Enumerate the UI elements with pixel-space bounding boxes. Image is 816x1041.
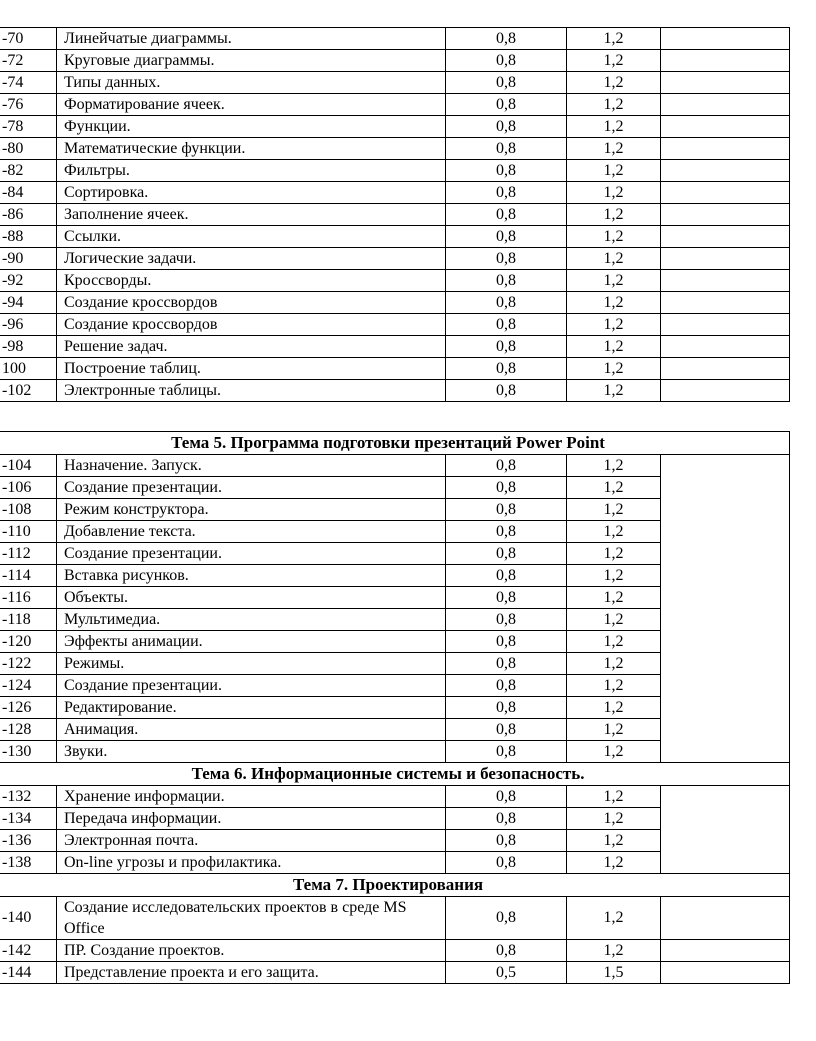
theory-hours-cell: 0,8 (446, 808, 567, 830)
lesson-title-cell: Заполнение ячеек. (57, 204, 446, 226)
practice-hours-cell: 1,2 (567, 786, 661, 808)
practice-hours-cell: 1,2 (567, 204, 661, 226)
lesson-number-cell: -72 (0, 50, 57, 72)
lesson-number-cell: -136 (0, 830, 57, 852)
notes-cell (661, 292, 790, 314)
lesson-number-cell: -126 (0, 697, 57, 719)
notes-cell (661, 962, 790, 984)
table-row (0, 204, 790, 226)
practice-hours-cell: 1,2 (567, 741, 661, 763)
practice-hours-cell: 1,5 (567, 962, 661, 984)
theory-hours-cell: 0,8 (446, 830, 567, 852)
notes-cell (661, 182, 790, 204)
lesson-number-cell: -134 (0, 808, 57, 830)
lesson-title-cell: ПР. Создание проектов. (57, 940, 446, 962)
table-row (0, 270, 790, 292)
theory-hours-cell: 0,8 (446, 182, 567, 204)
practice-hours-cell: 1,2 (567, 248, 661, 270)
theory-hours-cell: 0,8 (446, 477, 567, 499)
notes-cell (661, 50, 790, 72)
lesson-title-cell: Передача информации. (57, 808, 446, 830)
theory-hours-cell: 0,8 (446, 336, 567, 358)
theory-hours-cell: 0,8 (446, 270, 567, 292)
lesson-number-cell: -80 (0, 138, 57, 160)
topic-title: Тема 5. Программа подготовки презентаций Power Point (0, 432, 790, 455)
table-row (0, 358, 790, 380)
theory-hours-cell: 0,8 (446, 204, 567, 226)
lesson-number-cell: -94 (0, 292, 57, 314)
theory-hours-cell: 0,8 (446, 521, 567, 543)
theory-hours-cell: 0,8 (446, 94, 567, 116)
theory-hours-cell: 0,8 (446, 897, 567, 940)
practice-hours-cell: 1,2 (567, 499, 661, 521)
lesson-title-cell: Назначение. Запуск. (57, 455, 446, 477)
lesson-title-cell: Эффекты анимации. (57, 631, 446, 653)
lesson-number-cell: -76 (0, 94, 57, 116)
table-row (0, 94, 790, 116)
practice-hours-cell: 1,2 (567, 697, 661, 719)
lesson-title-cell: Электронные таблицы. (57, 380, 446, 402)
notes-cell (661, 116, 790, 138)
lesson-title-cell: Математические функции. (57, 138, 446, 160)
theory-hours-cell: 0,8 (446, 226, 567, 248)
notes-cell (661, 94, 790, 116)
practice-hours-cell: 1,2 (567, 830, 661, 852)
theory-hours-cell: 0,8 (446, 314, 567, 336)
lesson-title-cell: Функции. (57, 116, 446, 138)
lesson-number-cell: -70 (0, 28, 57, 50)
practice-hours-cell: 1,2 (567, 653, 661, 675)
theory-hours-cell: 0,8 (446, 741, 567, 763)
table-row (0, 248, 790, 270)
practice-hours-cell: 1,2 (567, 226, 661, 248)
table-row (0, 138, 790, 160)
theory-hours-cell: 0,8 (446, 940, 567, 962)
practice-hours-cell: 1,2 (567, 50, 661, 72)
notes-cell (661, 455, 790, 763)
lesson-title-cell: Хранение информации. (57, 786, 446, 808)
lesson-table-part-1 (0, 27, 790, 402)
theory-hours-cell: 0,8 (446, 786, 567, 808)
lesson-title-cell: Режим конструктора. (57, 499, 446, 521)
notes-cell (661, 138, 790, 160)
practice-hours-cell: 1,2 (567, 292, 661, 314)
lesson-number-cell: -98 (0, 336, 57, 358)
theory-hours-cell: 0,8 (446, 852, 567, 874)
lesson-title-cell: Режимы. (57, 653, 446, 675)
notes-cell (661, 226, 790, 248)
lesson-number-cell: -116 (0, 587, 57, 609)
practice-hours-cell: 1,2 (567, 270, 661, 292)
theory-hours-cell: 0,8 (446, 455, 567, 477)
lesson-number-cell: -122 (0, 653, 57, 675)
practice-hours-cell: 1,2 (567, 897, 661, 940)
lesson-number-cell: -120 (0, 631, 57, 653)
practice-hours-cell: 1,2 (567, 477, 661, 499)
theory-hours-cell: 0,8 (446, 28, 567, 50)
practice-hours-cell: 1,2 (567, 521, 661, 543)
practice-hours-cell: 1,2 (567, 94, 661, 116)
table-row (0, 72, 790, 94)
lesson-title-cell: Построение таблиц. (57, 358, 446, 380)
notes-cell (661, 28, 790, 50)
lesson-title-cell: Фильтры. (57, 160, 446, 182)
lesson-number-cell: -112 (0, 543, 57, 565)
topic-header-row (0, 763, 790, 786)
lesson-title-cell: Типы данных. (57, 72, 446, 94)
practice-hours-cell: 1,2 (567, 72, 661, 94)
lesson-table-body (0, 432, 790, 984)
lesson-title-cell: On-line угрозы и профилактика. (57, 852, 446, 874)
theory-hours-cell: 0,8 (446, 499, 567, 521)
theory-hours-cell: 0,8 (446, 587, 567, 609)
table-row (0, 336, 790, 358)
lesson-number-cell: -74 (0, 72, 57, 94)
lesson-number-cell: -128 (0, 719, 57, 741)
lesson-title-cell: Звуки. (57, 741, 446, 763)
table-row (0, 380, 790, 402)
notes-cell (661, 248, 790, 270)
practice-hours-cell: 1,2 (567, 565, 661, 587)
lesson-title-cell: Создание кроссвордов (57, 314, 446, 336)
lesson-number-cell: -82 (0, 160, 57, 182)
theory-hours-cell: 0,8 (446, 358, 567, 380)
lesson-number-cell: -118 (0, 609, 57, 631)
theory-hours-cell: 0,8 (446, 631, 567, 653)
notes-cell (661, 897, 790, 940)
practice-hours-cell: 1,2 (567, 160, 661, 182)
practice-hours-cell: 1,2 (567, 380, 661, 402)
practice-hours-cell: 1,2 (567, 314, 661, 336)
table-row (0, 28, 790, 50)
theory-hours-cell: 0,8 (446, 719, 567, 741)
theory-hours-cell: 0,8 (446, 248, 567, 270)
lesson-title-cell: Создание исследовательских проектов в среде MS Office (57, 897, 446, 940)
lesson-title-cell: Создание презентации. (57, 477, 446, 499)
notes-cell (661, 358, 790, 380)
lesson-title-cell: Создание презентации. (57, 543, 446, 565)
practice-hours-cell: 1,2 (567, 609, 661, 631)
lesson-title-cell: Создание кроссвордов (57, 292, 446, 314)
lesson-title-cell: Форматирование ячеек. (57, 94, 446, 116)
theory-hours-cell: 0,8 (446, 675, 567, 697)
practice-hours-cell: 1,2 (567, 719, 661, 741)
theory-hours-cell: 0,8 (446, 697, 567, 719)
practice-hours-cell: 1,2 (567, 940, 661, 962)
table-row (0, 940, 790, 962)
lesson-number-cell: -110 (0, 521, 57, 543)
table-row (0, 455, 790, 477)
table-row (0, 962, 790, 984)
lesson-title-cell: Логические задачи. (57, 248, 446, 270)
lesson-number-cell: -106 (0, 477, 57, 499)
notes-cell (661, 204, 790, 226)
table-row (0, 116, 790, 138)
practice-hours-cell: 1,2 (567, 675, 661, 697)
theory-hours-cell: 0,8 (446, 138, 567, 160)
lesson-number-cell: -142 (0, 940, 57, 962)
lesson-title-cell: Электронная почта. (57, 830, 446, 852)
lesson-number-cell: -104 (0, 455, 57, 477)
notes-cell (661, 380, 790, 402)
lesson-number-cell: -88 (0, 226, 57, 248)
practice-hours-cell: 1,2 (567, 138, 661, 160)
lesson-title-cell: Представление проекта и его защита. (57, 962, 446, 984)
notes-cell (661, 72, 790, 94)
notes-cell (661, 336, 790, 358)
lesson-number-cell: -108 (0, 499, 57, 521)
lesson-number-cell: -86 (0, 204, 57, 226)
theory-hours-cell: 0,8 (446, 116, 567, 138)
lesson-title-cell: Анимация. (57, 719, 446, 741)
practice-hours-cell: 1,2 (567, 543, 661, 565)
lesson-title-cell: Создание презентации. (57, 675, 446, 697)
practice-hours-cell: 1,2 (567, 631, 661, 653)
table-row (0, 182, 790, 204)
lesson-number-cell: 100 (0, 358, 57, 380)
table-row (0, 897, 790, 940)
table-row (0, 226, 790, 248)
lesson-number-cell: -114 (0, 565, 57, 587)
lesson-number-cell: -78 (0, 116, 57, 138)
notes-cell (661, 160, 790, 182)
practice-hours-cell: 1,2 (567, 336, 661, 358)
notes-cell (661, 940, 790, 962)
topic-title: Тема 7. Проектирования (0, 874, 790, 897)
theory-hours-cell: 0,8 (446, 160, 567, 182)
table-row (0, 292, 790, 314)
lesson-table-part-2 (0, 431, 790, 984)
theory-hours-cell: 0,8 (446, 609, 567, 631)
lesson-number-cell: -132 (0, 786, 57, 808)
table-row (0, 160, 790, 182)
lesson-title-cell: Мультимедиа. (57, 609, 446, 631)
table-row (0, 50, 790, 72)
lesson-table-body (0, 28, 790, 402)
lesson-title-cell: Сортировка. (57, 182, 446, 204)
theory-hours-cell: 0,8 (446, 380, 567, 402)
notes-cell (661, 786, 790, 874)
lesson-number-cell: -84 (0, 182, 57, 204)
practice-hours-cell: 1,2 (567, 587, 661, 609)
practice-hours-cell: 1,2 (567, 455, 661, 477)
lesson-number-cell: -90 (0, 248, 57, 270)
theory-hours-cell: 0,8 (446, 72, 567, 94)
practice-hours-cell: 1,2 (567, 28, 661, 50)
lesson-number-cell: -102 (0, 380, 57, 402)
lesson-title-cell: Решение задач. (57, 336, 446, 358)
lesson-number-cell: -138 (0, 852, 57, 874)
practice-hours-cell: 1,2 (567, 808, 661, 830)
notes-cell (661, 314, 790, 336)
practice-hours-cell: 1,2 (567, 182, 661, 204)
lesson-title-cell: Редактирование. (57, 697, 446, 719)
table-row (0, 786, 790, 808)
practice-hours-cell: 1,2 (567, 358, 661, 380)
lesson-title-cell: Ссылки. (57, 226, 446, 248)
theory-hours-cell: 0,8 (446, 292, 567, 314)
lesson-title-cell: Кроссворды. (57, 270, 446, 292)
practice-hours-cell: 1,2 (567, 852, 661, 874)
practice-hours-cell: 1,2 (567, 116, 661, 138)
table-row (0, 314, 790, 336)
lesson-title-cell: Добавление текста. (57, 521, 446, 543)
topic-header-row (0, 432, 790, 455)
theory-hours-cell: 0,5 (446, 962, 567, 984)
lesson-number-cell: -96 (0, 314, 57, 336)
lesson-title-cell: Линейчатые диаграммы. (57, 28, 446, 50)
notes-cell (661, 270, 790, 292)
theory-hours-cell: 0,8 (446, 653, 567, 675)
theory-hours-cell: 0,8 (446, 543, 567, 565)
topic-title: Тема 6. Информационные системы и безопасность. (0, 763, 790, 786)
lesson-title-cell: Объекты. (57, 587, 446, 609)
lesson-number-cell: -130 (0, 741, 57, 763)
lesson-number-cell: -144 (0, 962, 57, 984)
lesson-number-cell: -140 (0, 897, 57, 940)
theory-hours-cell: 0,8 (446, 50, 567, 72)
lesson-title-cell: Вставка рисунков. (57, 565, 446, 587)
lesson-number-cell: -92 (0, 270, 57, 292)
topic-header-row (0, 874, 790, 897)
theory-hours-cell: 0,8 (446, 565, 567, 587)
lesson-title-cell: Круговые диаграммы. (57, 50, 446, 72)
lesson-number-cell: -124 (0, 675, 57, 697)
